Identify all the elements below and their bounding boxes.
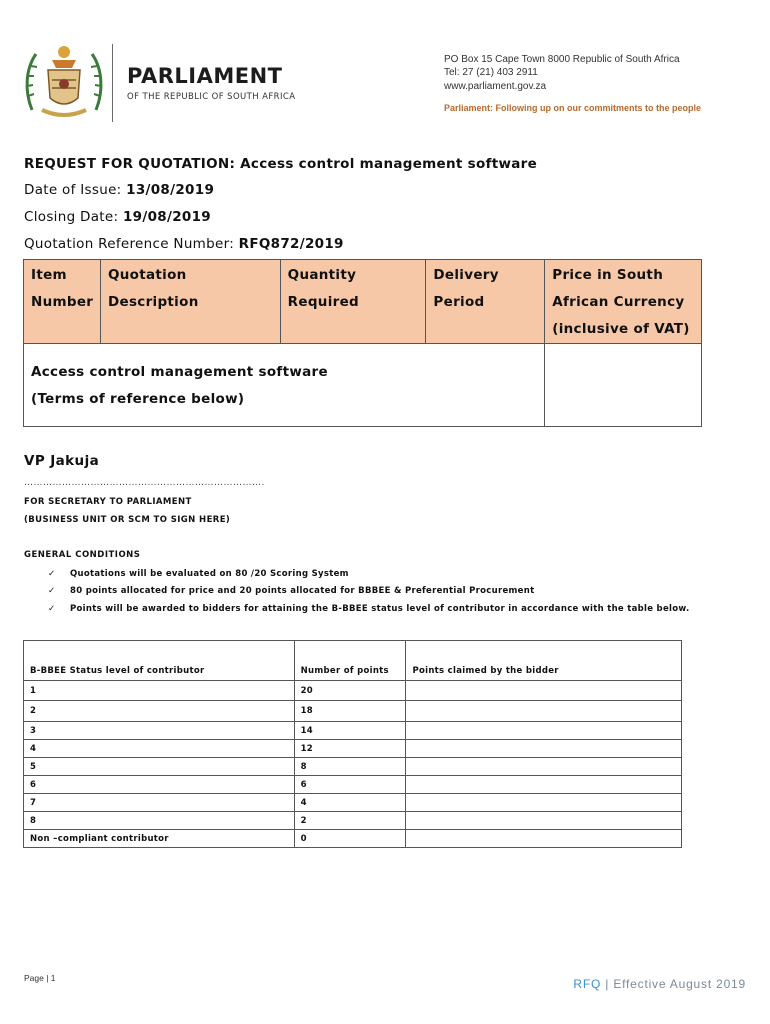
rfq-title: REQUEST FOR QUOTATION: Access control management software xyxy=(24,156,538,172)
issue-value: 13/08/2019 xyxy=(126,182,215,198)
status-level-cell: 6 xyxy=(24,776,295,794)
header-quotation-description xyxy=(100,260,280,344)
claimed-cell[interactable] xyxy=(406,701,682,722)
closing-label: Closing Date: xyxy=(24,209,119,225)
footer-separator: | xyxy=(601,977,614,991)
claimed-cell[interactable] xyxy=(406,794,682,812)
table-row xyxy=(24,758,682,776)
closing-value: 19/08/2019 xyxy=(122,209,211,225)
status-level-cell: 8 xyxy=(24,812,295,830)
table-row xyxy=(24,681,682,701)
points-cell: 4 xyxy=(294,794,406,812)
status-level-cell: 7 xyxy=(24,794,295,812)
business-unit-label: (BUSINESS UNIT OR SCM TO SIGN HERE) xyxy=(24,515,231,525)
header-quantity-required xyxy=(280,260,426,344)
telephone-line: Tel: 27 (21) 403 2911 xyxy=(444,67,538,78)
header-number-of-points: Number of points xyxy=(294,641,406,681)
quotation-reference xyxy=(24,236,344,252)
quotation-description-cell xyxy=(24,344,545,427)
claimed-cell[interactable] xyxy=(406,722,682,740)
header-text: Description xyxy=(107,294,199,310)
closing-date xyxy=(24,209,211,225)
page-number: Page | 1 xyxy=(24,973,56,983)
check-icon: ✓ xyxy=(48,586,56,596)
points-cell: 0 xyxy=(294,830,406,848)
table-row xyxy=(24,776,682,794)
condition-text: Points will be awarded to bidders for attaining the B-BBEE status level of contributor in accordance with the table below. xyxy=(70,604,690,614)
header-text: African Currency xyxy=(552,294,685,310)
points-cell: 20 xyxy=(294,681,406,701)
points-cell: 14 xyxy=(294,722,406,740)
claimed-cell[interactable] xyxy=(406,776,682,794)
org-subtitle: OF THE REPUBLIC OF SOUTH AFRICA xyxy=(127,92,296,102)
table-row xyxy=(24,722,682,740)
points-cell: 18 xyxy=(294,701,406,722)
claimed-cell[interactable] xyxy=(406,830,682,848)
check-icon: ✓ xyxy=(48,569,56,579)
status-level-cell: 4 xyxy=(24,740,295,758)
status-level-cell: 1 xyxy=(24,681,295,701)
issue-label: Date of Issue: xyxy=(24,182,122,198)
price-input-cell[interactable] xyxy=(545,344,702,427)
quotation-header-row xyxy=(24,260,702,344)
quotation-row xyxy=(24,344,702,427)
header-text: Number xyxy=(31,294,94,310)
header-price xyxy=(545,260,702,344)
footer-rfq: RFQ xyxy=(573,977,602,991)
points-cell: 12 xyxy=(294,740,406,758)
claimed-cell[interactable] xyxy=(406,812,682,830)
signatory-name: VP Jakuja xyxy=(24,453,100,469)
address-line: PO Box 15 Cape Town 8000 Republic of South Africa xyxy=(444,54,680,65)
header-text: Price in South xyxy=(552,267,664,283)
table-row xyxy=(24,830,682,848)
ref-label: Quotation Reference Number: xyxy=(24,236,235,252)
condition-item xyxy=(48,569,349,579)
points-cell: 6 xyxy=(294,776,406,794)
header-text: Quotation xyxy=(107,267,187,283)
footer-effective: Effective August 2019 xyxy=(613,977,746,991)
header-text: Delivery xyxy=(433,267,499,283)
table-row xyxy=(24,701,682,722)
condition-text: 80 points allocated for price and 20 points allocated for BBBEE & Preferential Procurement xyxy=(70,586,535,596)
check-icon: ✓ xyxy=(48,604,56,614)
points-header-row xyxy=(24,641,682,681)
header-delivery-period xyxy=(426,260,545,344)
signature-line: …………………………………………………………………. xyxy=(24,478,265,488)
header-points-claimed: Points claimed by the bidder xyxy=(406,641,682,681)
footer-label xyxy=(573,977,746,991)
status-level-cell: 3 xyxy=(24,722,295,740)
table-row xyxy=(24,812,682,830)
claimed-cell[interactable] xyxy=(406,758,682,776)
header-status-level: B-BBEE Status level of contributor xyxy=(24,641,295,681)
condition-item xyxy=(48,604,690,614)
parliament-crest-icon xyxy=(22,40,106,124)
header-text: Item xyxy=(31,267,67,283)
table-row xyxy=(24,794,682,812)
condition-text: Quotations will be evaluated on 80 /20 Scoring System xyxy=(70,569,349,579)
website-link[interactable]: www.parliament.gov.za xyxy=(444,81,547,92)
quotation-item-note: (Terms of reference below) xyxy=(31,391,245,407)
header-divider xyxy=(112,44,113,122)
header-text: (inclusive of VAT) xyxy=(552,321,690,337)
header-text: Quantity xyxy=(287,267,357,283)
date-of-issue xyxy=(24,182,214,198)
header-item-number xyxy=(24,260,101,344)
points-cell: 8 xyxy=(294,758,406,776)
table-row xyxy=(24,740,682,758)
general-conditions-heading: GENERAL CONDITIONS xyxy=(24,550,141,560)
claimed-cell[interactable] xyxy=(406,740,682,758)
ref-value: RFQ872/2019 xyxy=(238,236,344,252)
claimed-cell[interactable] xyxy=(406,681,682,701)
condition-item xyxy=(48,586,534,596)
status-level-cell: 5 xyxy=(24,758,295,776)
points-cell: 2 xyxy=(294,812,406,830)
for-secretary-label: FOR SECRETARY TO PARLIAMENT xyxy=(24,497,192,507)
bbbee-points-table xyxy=(23,640,682,848)
org-name: PARLIAMENT xyxy=(127,64,283,88)
header-text: Required xyxy=(287,294,360,310)
quotation-item-name: Access control management software xyxy=(31,364,328,380)
quotation-table xyxy=(23,259,702,427)
header-text: Period xyxy=(433,294,485,310)
status-level-cell: 2 xyxy=(24,701,295,722)
tagline: Parliament: Following up on our commitments to the people xyxy=(444,103,702,113)
status-level-cell: Non –compliant contributor xyxy=(24,830,295,848)
